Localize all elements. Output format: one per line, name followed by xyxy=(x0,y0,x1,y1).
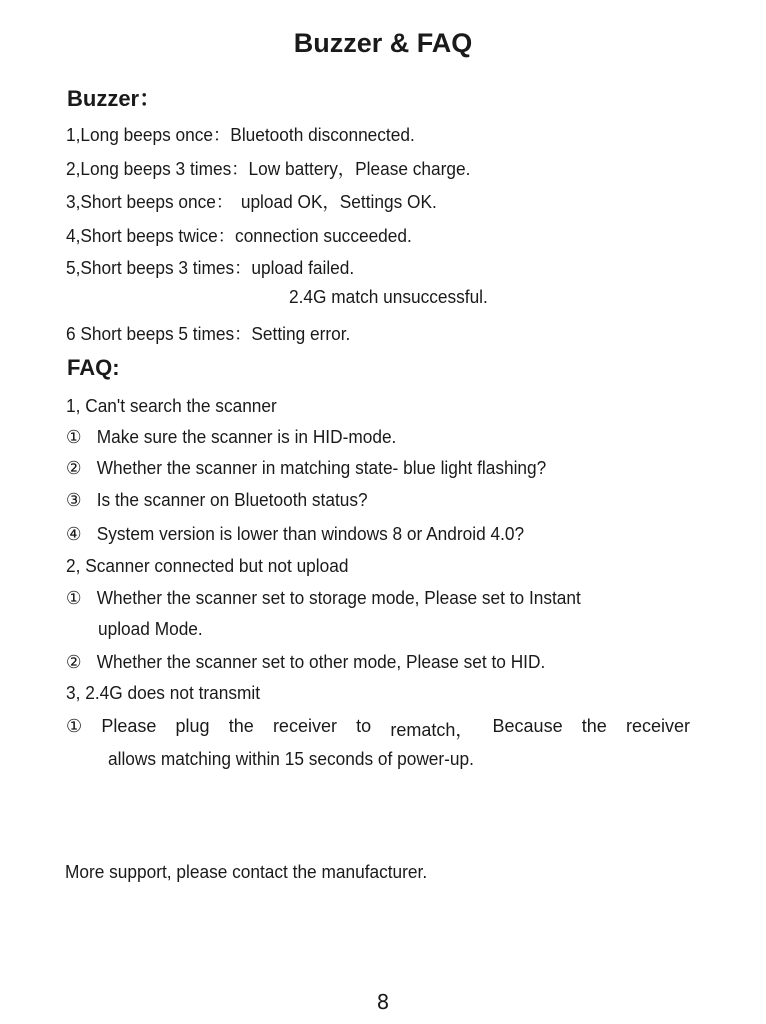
buzzer-item-text: upload OK，Settings OK. xyxy=(240,192,437,212)
faq-question: 2, Scanner connected but not upload xyxy=(66,556,349,576)
circled-number-marker: ① xyxy=(66,588,82,608)
faq-answer xyxy=(66,427,396,448)
faq-answer-continuation: allows matching within 15 seconds of power-up. xyxy=(108,749,474,769)
buzzer-item xyxy=(66,155,470,181)
buzzer-item-text: Setting error. xyxy=(251,324,351,344)
circled-number-marker: ① xyxy=(66,427,82,447)
faq-answer-text: Whether the scanner in matching state- blue light flashing? xyxy=(96,458,547,478)
circled-number-marker: ④ xyxy=(66,524,82,544)
buzzer-item-text: connection succeeded. xyxy=(235,226,412,246)
buzzer-item-label: 2,Long beeps 3 times： xyxy=(66,159,249,179)
faq-answer xyxy=(66,588,581,609)
buzzer-item-text: Bluetooth disconnected. xyxy=(230,125,415,145)
circled-number-marker: ① xyxy=(66,716,83,736)
faq-answer-word: plug xyxy=(175,716,210,736)
circled-number-marker: ③ xyxy=(66,490,82,510)
circled-number-marker: ② xyxy=(66,652,82,672)
faq-answer xyxy=(66,458,546,479)
faq-answer xyxy=(66,524,524,545)
buzzer-item-continuation xyxy=(289,287,488,308)
buzzer-item-label: 6 Short beeps 5 times： xyxy=(66,324,252,344)
buzzer-item-label: 5,Short beeps 3 times： xyxy=(66,258,252,278)
buzzer-item xyxy=(66,222,412,248)
buzzer-item-text: Low battery，Please charge. xyxy=(248,159,471,179)
faq-answer-word: rematch， xyxy=(390,720,474,740)
faq-answer xyxy=(66,652,545,673)
faq-answer-word: receiver xyxy=(272,716,337,736)
buzzer-item xyxy=(66,320,350,346)
buzzer-item xyxy=(66,121,415,147)
faq-answer xyxy=(66,716,690,742)
faq-answer xyxy=(66,490,368,511)
buzzer-item xyxy=(66,254,354,280)
faq-answer-text: Make sure the scanner is in HID-mode. xyxy=(96,427,397,447)
footer-note: More support, please contact the manufacturer. xyxy=(65,862,428,882)
faq-answer-text: System version is lower than windows 8 or Android 4.0? xyxy=(96,524,525,544)
buzzer-heading: Buzzer： xyxy=(67,86,162,111)
buzzer-item-label: 1,Long beeps once： xyxy=(66,125,231,145)
buzzer-item xyxy=(66,188,437,214)
faq-answer-text: Whether the scanner set to other mode, Please set to HID. xyxy=(96,652,546,672)
faq-answer-text: Whether the scanner set to storage mode, Please set to Instant xyxy=(96,588,581,608)
buzzer-item-text: 2.4G match unsuccessful. xyxy=(289,287,488,307)
faq-answer-word: the xyxy=(581,716,607,736)
faq-answer-text: Is the scanner on Bluetooth status? xyxy=(96,490,368,510)
faq-question: 1, Can't search the scanner xyxy=(66,396,277,416)
faq-answer-word: the xyxy=(228,716,254,736)
faq-answer-continuation: upload Mode. xyxy=(98,619,203,639)
buzzer-item-text: upload failed. xyxy=(251,258,355,278)
faq-answer-word: Please xyxy=(101,716,157,736)
buzzer-item-label: 4,Short beeps twice： xyxy=(66,226,236,246)
faq-heading: FAQ: xyxy=(67,355,120,380)
buzzer-item-label: 3,Short beeps once： xyxy=(66,192,234,212)
faq-answer-word: to xyxy=(356,716,372,736)
page-title: Buzzer & FAQ xyxy=(293,28,473,58)
faq-answer-word: receiver xyxy=(625,716,690,736)
circled-number-marker: ② xyxy=(66,458,82,478)
faq-answer-word: Because xyxy=(492,716,563,736)
faq-question: 3, 2.4G does not transmit xyxy=(66,683,261,703)
page-number: 8 xyxy=(376,990,390,1014)
